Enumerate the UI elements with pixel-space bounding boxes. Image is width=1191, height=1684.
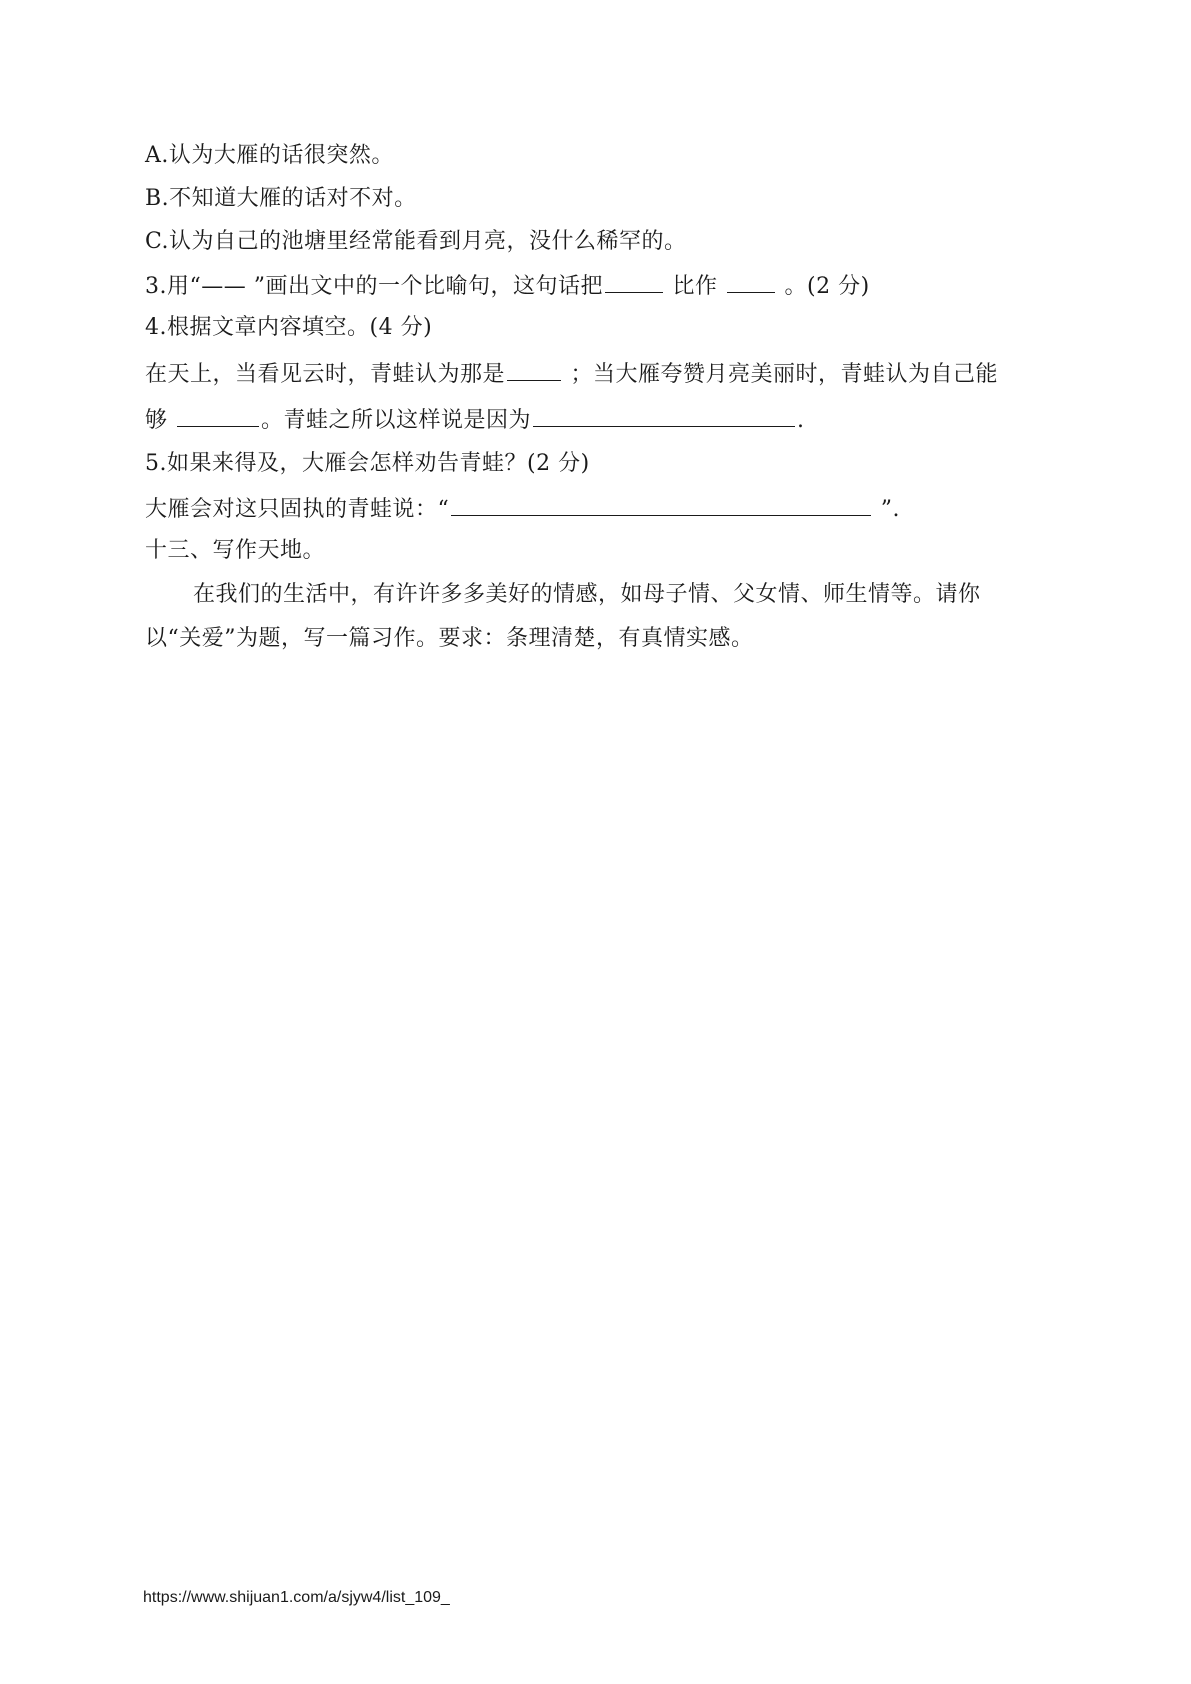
q5-title-text: 5.如果来得及，大雁会怎样劝告青蛙？(2 分) [145, 451, 590, 476]
question-4-title [145, 313, 432, 343]
q5-blank[interactable] [451, 493, 871, 516]
footer-url-text: https://www.shijuan1.com/a/sjyw4/list_109_ [143, 1589, 450, 1606]
q4-line2-text-1: 够 [145, 408, 168, 433]
option-a-text: A.认为大雁的话很突然。 [145, 143, 394, 168]
writing-prompt-line-2 [145, 624, 754, 654]
q3-blank-1[interactable] [605, 270, 663, 293]
q3-text-3: 。(2 分) [784, 274, 870, 299]
q4-blank-3[interactable] [533, 404, 795, 427]
question-5-line [145, 493, 900, 525]
q4-title-text: 4.根据文章内容填空。(4 分) [145, 315, 433, 340]
writing-prompt-text-2: 以“关爱”为题，写一篇习作。要求：条理清楚，有真情实感。 [145, 626, 754, 651]
q4-blank-2[interactable] [177, 404, 259, 427]
question-3 [145, 270, 870, 302]
question-4-line-2 [145, 404, 805, 436]
section-13-heading-text: 十三、写作天地。 [145, 538, 326, 563]
option-c [145, 227, 687, 257]
question-5-title [145, 449, 590, 479]
option-c-text: C.认为自己的池塘里经常能看到月亮，没什么稀罕的。 [145, 229, 687, 254]
option-a [145, 141, 394, 171]
q4-line2-text-2: 。青蛙之所以这样说是因为 [261, 408, 532, 433]
writing-prompt-text-1: 在我们的生活中，有许许多多美好的情感，如母子情、父女情、师生情等。请你 [193, 582, 981, 607]
option-b [145, 184, 417, 214]
section-13-heading [145, 536, 325, 566]
option-b-text: B.不知道大雁的话对不对。 [145, 186, 417, 211]
writing-prompt-line-1 [193, 580, 981, 610]
footer-url [143, 1588, 450, 1608]
q3-text-1: 3.用“—— ”画出文中的一个比喻句，这句话把 [145, 274, 603, 299]
q4-line1-text-1: 在天上，当看见云时，青蛙认为那是 [145, 362, 506, 387]
q3-text-2: 比作 [672, 274, 718, 299]
q4-blank-1[interactable] [507, 358, 561, 381]
question-4-line-1 [145, 358, 998, 390]
q5-line-text-2: ”. [880, 497, 900, 522]
q5-line-text-1: 大雁会对这只固执的青蛙说：“ [145, 497, 450, 522]
q4-line2-text-3: . [797, 408, 805, 433]
q4-line1-text-2: ；当大雁夸赞月亮美丽时，青蛙认为自己能 [570, 362, 999, 387]
q3-blank-2[interactable] [727, 270, 775, 293]
